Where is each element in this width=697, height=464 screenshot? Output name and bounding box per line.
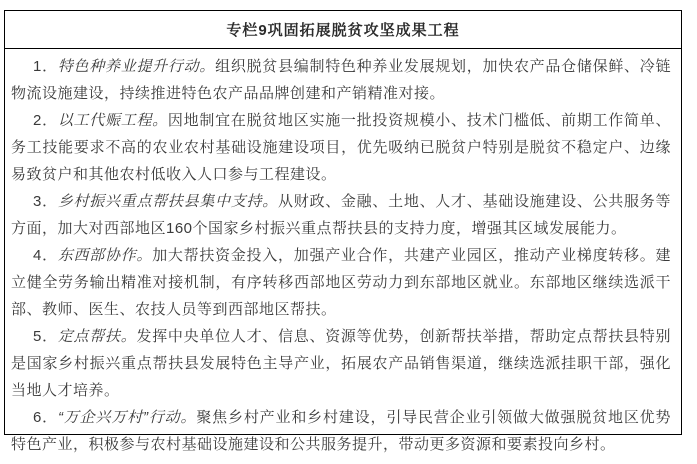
paragraph-5-text: 发挥中央单位人才、信息、资源等优势，创新帮扶举措，帮助定点帮扶县特别是国家乡村振兴重点帮扶县发展特色主导产业，拓展农产品销售渠道，继续选派挂职干部，强化当地人才培养。	[11, 328, 672, 399]
paragraph-2-number: 2．	[33, 112, 58, 129]
paragraph-5-number: 5．	[33, 328, 58, 345]
column-box	[4, 10, 682, 453]
paragraph-4	[11, 242, 671, 323]
paragraph-6	[11, 404, 671, 458]
paragraph-3-number: 3．	[33, 193, 58, 210]
column-body	[5, 49, 681, 464]
column-title: 专栏9巩固拓展脱贫攻坚成果工程	[226, 22, 460, 39]
paragraph-3-text: 从财政、金融、土地、人才、基础设施建设、公共服务等方面，加大对西部地区160个国家乡村振兴重点帮扶县的支持力度，增强其区域发展能力。	[11, 193, 671, 237]
paragraph-6-lead: “万企兴万村”行动。	[58, 409, 197, 426]
paragraph-6-number: 6．	[33, 409, 59, 426]
paragraph-4-text: 加大帮扶资金投入，加强产业合作，共建产业园区，推动产业梯度转移。建立健全劳务输出精准对接机制，有序转移西部地区劳动力到东部地区就业。东部地区继续选派干部、教师、医生、农技人员等到西部地区帮扶。	[11, 247, 671, 318]
paragraph-5-lead: 定点帮扶。	[57, 328, 137, 345]
paragraph-2-lead: 以工代赈工程。	[57, 112, 168, 129]
paragraph-5	[11, 323, 671, 404]
paragraph-6-text: 聚焦乡村产业和乡村建设，引导民营企业引领做大做强脱贫地区优势特色产业，积极参与农村基础设施建设和公共服务提升，带动更多资源和要素投向乡村。	[11, 409, 671, 453]
paragraph-1	[11, 53, 671, 107]
paragraph-3-lead: 乡村振兴重点帮扶县集中支持。	[57, 193, 279, 210]
paragraph-3	[11, 188, 671, 242]
column-title-row	[5, 11, 681, 49]
paragraph-4-lead: 东西部协作。	[57, 247, 153, 264]
paragraph-1-number: 1．	[33, 58, 58, 75]
paragraph-1-text: 组织脱贫县编制特色种养业发展规划，加快农产品仓储保鲜、冷链物流设施建设，持续推进特色农产品品牌创建和产销精准对接。	[11, 58, 672, 102]
paragraph-2	[11, 107, 671, 188]
paragraph-1-lead: 特色种养业提升行动。	[57, 58, 216, 75]
paragraph-2-text: 因地制宜在脱贫地区实施一批投资规模小、技术门槛低、前期工作简单、务工技能要求不高的农业农村基础设施建设项目，优先吸纳已脱贫户特别是脱贫不稳定户、边缘易致贫户和其他农村低收入人口参与工程建设。	[11, 112, 671, 183]
paragraph-4-number: 4．	[33, 247, 58, 264]
